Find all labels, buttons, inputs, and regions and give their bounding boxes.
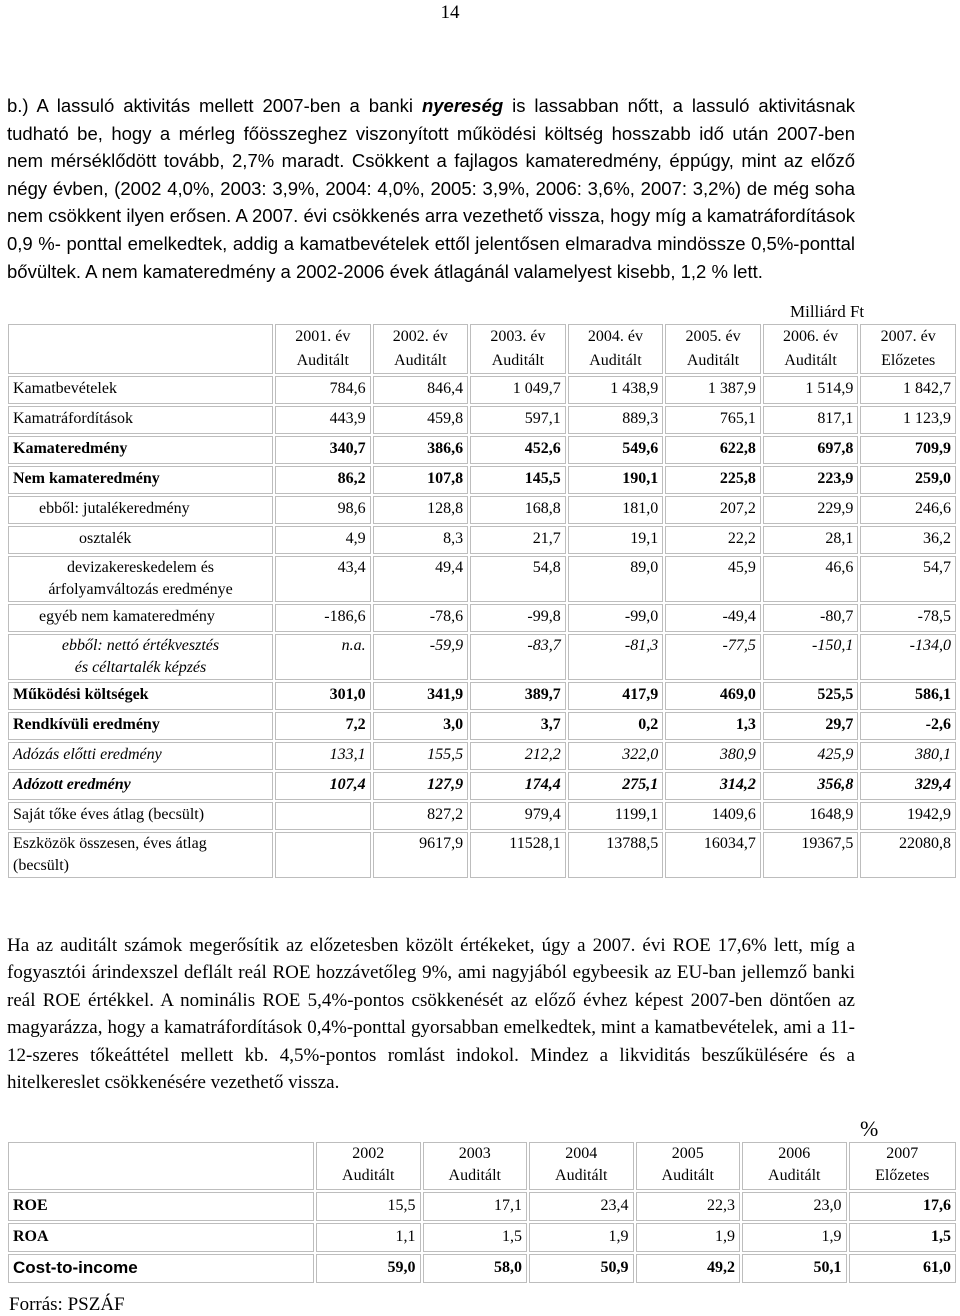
- table1-cell: 1942,9: [860, 802, 956, 830]
- table1-header-line: Előzetes: [881, 352, 936, 369]
- table2-row: [8, 1192, 956, 1221]
- table1-cell: n.a.: [275, 634, 371, 680]
- table1-row: [8, 376, 956, 404]
- table1-column-header: [763, 324, 859, 374]
- table1-cell: 207,2: [665, 496, 761, 524]
- table2-cell: 23,4: [529, 1192, 634, 1221]
- table2-cell: 17,6: [849, 1192, 957, 1221]
- table2-header-line: 2004: [565, 1145, 598, 1162]
- table1-cell: 459,8: [373, 406, 469, 434]
- table1-cell: 28,1: [763, 526, 859, 554]
- table1-row-label: devizakereskedelem és árfolyamváltozás eredménye: [8, 556, 273, 602]
- table1-cell: 597,1: [470, 406, 566, 434]
- table1-row-label: Működési költségek: [8, 682, 273, 710]
- table1-cell: 190,1: [568, 466, 664, 494]
- table1-row: [8, 832, 956, 878]
- table1-cell: -81,3: [568, 634, 664, 680]
- table1-row-label: Nem kamateredmény: [8, 466, 273, 494]
- table2-cell: 58,0: [423, 1254, 528, 1283]
- table1-cell: 1,3: [665, 712, 761, 740]
- table1-row: [8, 742, 956, 770]
- table1-cell: 386,6: [373, 436, 469, 464]
- table1-header-line: Auditált: [394, 352, 447, 369]
- table1-cell: 1 514,9: [763, 376, 859, 404]
- table1-cell: 340,7: [275, 436, 371, 464]
- table1-row-label: ebből: nettó értékvesztés és céltartalék képzés: [8, 634, 273, 680]
- table1-cell: 54,7: [860, 556, 956, 602]
- table1-row-label: Kamateredmény: [8, 436, 273, 464]
- table1-column-header: [568, 324, 664, 374]
- table2-column-header: [423, 1142, 528, 1190]
- table1-cell: 1409,6: [665, 802, 761, 830]
- table2-column-header: [849, 1142, 957, 1190]
- table2-corner-cell: [8, 1142, 314, 1190]
- table1-column-header: [665, 324, 761, 374]
- table1-cell: 380,9: [665, 742, 761, 770]
- table1-header-line: 2004. év: [587, 328, 644, 345]
- table2-header-line: 2007: [886, 1145, 919, 1162]
- table1-cell: 43,4: [275, 556, 371, 602]
- table1-header-line: Auditált: [491, 352, 545, 369]
- table1-cell: 212,2: [470, 742, 566, 770]
- table2-cell: 1,9: [742, 1223, 847, 1252]
- table1-header-line: 2005. év: [685, 328, 741, 345]
- table1-cell: 54,8: [470, 556, 566, 602]
- table1-row-label: Kamatbevételek: [8, 376, 273, 404]
- table1-cell: 22080,8: [860, 832, 956, 878]
- table1-cell: 11528,1: [470, 832, 566, 878]
- table1-cell: -59,9: [373, 634, 469, 680]
- table1-cell: 452,6: [470, 436, 566, 464]
- para1-run: nyereség: [421, 95, 504, 116]
- table2-unit-label: %: [860, 1116, 879, 1141]
- table1-cell: 1 049,7: [470, 376, 566, 404]
- table1-row: [8, 772, 956, 800]
- table1-cell: 1648,9: [763, 802, 859, 830]
- table1-cell: 29,7: [763, 712, 859, 740]
- para1-run: is lassabban nőtt, a lassuló aktivitásnak tudható be, hogy a mérleg főösszeghez viszonyított működési költség hosszabb idő után 2007-ben nem mérséklődött tovább, 2,7% maradt. Csökkent a fajlagos kamateredmény, éppúgy, mint az előző négy évben, (2002 4,0%, 2003: 3,9%, 2004: 4,0%, 2005: 3,9%, 2006: 3,6%, 2007: 3,2%) de még soha nem csökkent ilyen erősen. A 2007. évi csökkenés arra vezethető vissza, hogy míg a kamatráfordítások 0,9 %- ponttal emelkedtek, addig a kamatbevételek ettől jelentősen elmaradva mindössze 0,5%-ponttal bővültek. A nem kamateredmény a 2002-2006 évek átlagánál valamelyest kisebb, 1,2 % lett.: [7, 95, 855, 282]
- table1-cell: 525,5: [763, 682, 859, 710]
- table1-cell: 98,6: [275, 496, 371, 524]
- table1-cell: 3,7: [470, 712, 566, 740]
- table1-cell: 389,7: [470, 682, 566, 710]
- page-number: 14: [440, 2, 460, 23]
- table1-row: [8, 556, 956, 602]
- table1-cell: 86,2: [275, 466, 371, 494]
- table1-cell: 341,9: [373, 682, 469, 710]
- table1-cell: 89,0: [568, 556, 664, 602]
- table1-cell: -186,6: [275, 604, 371, 632]
- table1-cell: 46,6: [763, 556, 859, 602]
- table1-cell: 425,9: [763, 742, 859, 770]
- table1-cell: 697,8: [763, 436, 859, 464]
- table1-cell: -99,0: [568, 604, 664, 632]
- table1-header-line: 2001. év: [295, 328, 351, 345]
- table1-row-label: Kamatráfordítások: [8, 406, 273, 434]
- table1-cell: 49,4: [373, 556, 469, 602]
- table2-header-line: Auditált: [342, 1167, 395, 1184]
- source-note: Forrás: PSZÁF: [9, 1294, 125, 1315]
- table2-header-line: 2006: [778, 1145, 811, 1162]
- table1-header-line: Auditált: [296, 352, 349, 369]
- table1-cell: 380,1: [860, 742, 956, 770]
- table2-cell: 23,0: [742, 1192, 847, 1221]
- table2-cell: 1,9: [529, 1223, 634, 1252]
- table1-cell: 846,4: [373, 376, 469, 404]
- table1-cell: 1199,1: [568, 802, 664, 830]
- table1-cell: 4,9: [275, 526, 371, 554]
- table1-row-label: osztalék: [8, 526, 273, 554]
- table1-cell: [275, 832, 371, 878]
- table1-cell: 181,0: [568, 496, 664, 524]
- table1-row-label: Adózás előtti eredmény: [8, 742, 273, 770]
- table2-header-line: Auditált: [661, 1167, 714, 1184]
- table1-cell: 622,8: [665, 436, 761, 464]
- table1-cell: 8,3: [373, 526, 469, 554]
- table1-cell: [275, 802, 371, 830]
- table1-row-label: Adózott eredmény: [8, 772, 273, 800]
- table1-cell: 469,0: [665, 682, 761, 710]
- table2-row: [8, 1254, 956, 1283]
- table2-column-header: [742, 1142, 847, 1190]
- table2-cell: 1,9: [636, 1223, 741, 1252]
- table1-cell: 21,7: [470, 526, 566, 554]
- table2-header-line: 2003: [458, 1145, 491, 1162]
- table1-cell: -77,5: [665, 634, 761, 680]
- table1-cell: 127,9: [373, 772, 469, 800]
- table1-cell: 246,6: [860, 496, 956, 524]
- table1-cell: 9617,9: [373, 832, 469, 878]
- table1-cell: 133,1: [275, 742, 371, 770]
- table2-header-row: [8, 1142, 956, 1190]
- table2-cell: 50,9: [529, 1254, 634, 1283]
- table1-header-row: [8, 324, 956, 374]
- table1-cell: 1 438,9: [568, 376, 664, 404]
- table1-row-label: Saját tőke éves átlag (becsült): [8, 802, 273, 830]
- table1-row: [8, 682, 956, 710]
- table2-cell: 49,2: [636, 1254, 741, 1283]
- table1-cell: 45,9: [665, 556, 761, 602]
- table1-header-line: Auditált: [589, 352, 642, 369]
- table1-cell: 1 842,7: [860, 376, 956, 404]
- table1-row: [8, 406, 956, 434]
- table1-cell: -78,6: [373, 604, 469, 632]
- table1-cell: 275,1: [568, 772, 664, 800]
- table1-cell: -83,7: [470, 634, 566, 680]
- table1-row: [8, 526, 956, 554]
- table1-cell: 549,6: [568, 436, 664, 464]
- table1-cell: -49,4: [665, 604, 761, 632]
- table1-cell: 168,8: [470, 496, 566, 524]
- table1-cell: 16034,7: [665, 832, 761, 878]
- table2-cell: 15,5: [316, 1192, 421, 1221]
- table1-row: [8, 496, 956, 524]
- table2-column-header: [636, 1142, 741, 1190]
- roe-paragraph: Ha az auditált számok megerősítik az előzetesben közölt értékeket, úgy a 2007. évi ROE 17,6% lett, míg a fogyasztói árindexszel deflált reál ROE hozzávetőleg 9%, ami nagyjából egybeesik az EU-ban jellemző banki reál ROE értékkel. A nominális ROE 5,4%-pontos csökkenését az előző évhez képest 2007-ben döntően az magyarázza, hogy a kamatráfordítások 0,4%-ponttal gyorsabban emelkedtek, mint a kamatbevételek, ami a 11-12-szeres tőkeáttétel mellett kb. 4,5%-pontos romlást indokol. Mindez a likviditás beszűkülésére és a hitelkereslet csökkenésére vezethető vissza.: [7, 935, 855, 1094]
- table1-cell: 7,2: [275, 712, 371, 740]
- table1-cell: 36,2: [860, 526, 956, 554]
- table2-cell: 22,3: [636, 1192, 741, 1221]
- table2-column-header: [316, 1142, 421, 1190]
- table1-cell: 586,1: [860, 682, 956, 710]
- table1-cell: 155,5: [373, 742, 469, 770]
- table1-row: [8, 802, 956, 830]
- table1-cell: -78,5: [860, 604, 956, 632]
- table1-cell: 223,9: [763, 466, 859, 494]
- table1-cell: 817,1: [763, 406, 859, 434]
- table1-row: [8, 466, 956, 494]
- intro-paragraph: [7, 92, 855, 285]
- table1-unit-label: Milliárd Ft: [790, 302, 865, 321]
- table2-header-line: Előzetes: [875, 1167, 930, 1184]
- table1-cell: 322,0: [568, 742, 664, 770]
- table1-column-header: [275, 324, 371, 374]
- table2-header-line: Auditált: [768, 1167, 821, 1184]
- table1-column-header: [373, 324, 469, 374]
- table2-header-line: 2002: [352, 1145, 385, 1162]
- table2-row-label: ROA: [8, 1223, 314, 1252]
- table2-cell: 59,0: [316, 1254, 421, 1283]
- table1-header-line: Auditált: [784, 352, 837, 369]
- table2-cell: 1,1: [316, 1223, 421, 1252]
- table1-corner-cell: [8, 324, 273, 374]
- table1-cell: 329,4: [860, 772, 956, 800]
- table1-cell: 784,6: [275, 376, 371, 404]
- table2-header-line: Auditált: [448, 1167, 501, 1184]
- table1-row-label: ebből: jutalékeredmény: [8, 496, 273, 524]
- table1-cell: 1 387,9: [665, 376, 761, 404]
- table1-column-header: [860, 324, 956, 374]
- table2-row-label: Cost-to-income: [8, 1254, 314, 1283]
- table1-cell: 174,4: [470, 772, 566, 800]
- table1-header-line: 2007. év: [880, 328, 936, 345]
- table1-cell: -134,0: [860, 634, 956, 680]
- table1-cell: 19,1: [568, 526, 664, 554]
- table1-cell: 107,8: [373, 466, 469, 494]
- table1-cell: -150,1: [763, 634, 859, 680]
- table1-cell: 827,2: [373, 802, 469, 830]
- table2-cell: 1,5: [849, 1223, 957, 1252]
- table1-cell: 259,0: [860, 466, 956, 494]
- table1-cell: 3,0: [373, 712, 469, 740]
- table1-cell: 417,9: [568, 682, 664, 710]
- table1-cell: 709,9: [860, 436, 956, 464]
- table1-cell: -99,8: [470, 604, 566, 632]
- table1-cell: -2,6: [860, 712, 956, 740]
- table2-cell: 61,0: [849, 1254, 957, 1283]
- table1-cell: 443,9: [275, 406, 371, 434]
- table1-column-header: [470, 324, 566, 374]
- para1-run: b.) A lassuló aktivitás mellett 2007-ben a banki: [7, 95, 422, 116]
- table1-cell: 0,2: [568, 712, 664, 740]
- table1-header-line: 2002. év: [392, 328, 448, 345]
- table1-cell: 301,0: [275, 682, 371, 710]
- table1-cell: 107,4: [275, 772, 371, 800]
- table2-column-header: [529, 1142, 634, 1190]
- table1-cell: 128,8: [373, 496, 469, 524]
- table1-header-line: Auditált: [686, 352, 740, 369]
- table1-cell: 765,1: [665, 406, 761, 434]
- table1-row-label: Eszközök összesen, éves átlag (becsült): [8, 832, 273, 878]
- table1-cell: 1 123,9: [860, 406, 956, 434]
- table2-cell: 50,1: [742, 1254, 847, 1283]
- income-statement-table: [6, 322, 958, 880]
- table1-cell: 229,9: [763, 496, 859, 524]
- table1-cell: -80,7: [763, 604, 859, 632]
- table1-cell: 225,8: [665, 466, 761, 494]
- table2-row-label: ROE: [8, 1192, 314, 1221]
- table1-row: [8, 436, 956, 464]
- table1-row: [8, 604, 956, 632]
- table1-header-line: 2003. év: [490, 328, 546, 345]
- table1-header-line: 2006. év: [783, 328, 839, 345]
- table1-cell: 889,3: [568, 406, 664, 434]
- table1-cell: 22,2: [665, 526, 761, 554]
- table2-cell: 1,5: [423, 1223, 528, 1252]
- table1-cell: 19367,5: [763, 832, 859, 878]
- table1-cell: 979,4: [470, 802, 566, 830]
- ratio-table: [6, 1140, 958, 1285]
- table1-row: [8, 712, 956, 740]
- table1-cell: 314,2: [665, 772, 761, 800]
- table1-cell: 13788,5: [568, 832, 664, 878]
- table2-cell: 17,1: [423, 1192, 528, 1221]
- table1-row: [8, 634, 956, 680]
- table1-row-label: egyéb nem kamateredmény: [8, 604, 273, 632]
- table1-cell: 356,8: [763, 772, 859, 800]
- table1-cell: 145,5: [470, 466, 566, 494]
- table1-row-label: Rendkívüli eredmény: [8, 712, 273, 740]
- table2-header-line: Auditált: [555, 1167, 608, 1184]
- table2-header-line: 2005: [671, 1145, 704, 1162]
- table2-row: [8, 1223, 956, 1252]
